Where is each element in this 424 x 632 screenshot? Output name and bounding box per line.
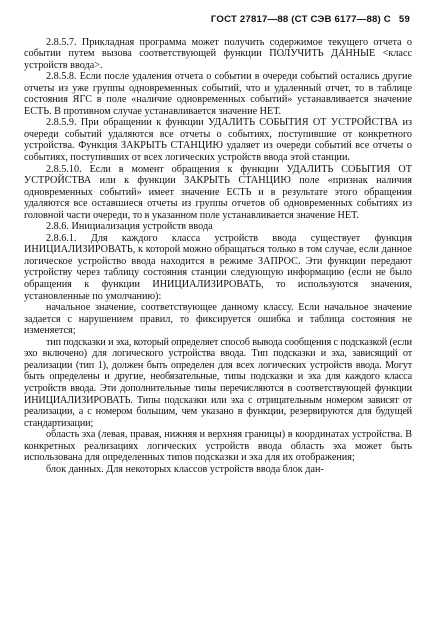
section-heading-2-8-6: 2.8.6. Инициализация устройств ввода [46,221,213,233]
list-item-initial-value: начальное значение, соответствующее данному классу. Если начальное значение задается с нарушением правил, то фиксируется ошибка и таблица состояния не изменяется; [24,302,412,337]
list-item-prompt-echo-type: тип подсказки и эха, который определяет способ вывода сообщения с подсказкой (если эхо включено) для логического устройства ввода. Тип подсказки и эха, зависящий от реализации (тип 1), должен быть определен для всех логических устройств ввода. Могут быть определены и другие, необязательные, типы подсказки и эха для каждого класса устройств ввода. Эти дополнительные типы перечисляются в соответствующей функции ИНИЦИАЛИЗИРОВАТЬ. Типы подсказки или эха с отрицательным номером зависят от реализации, а с номером большим, чем указано в функции, резервируются для будущей стандартизации; [24,336,412,429]
paragraph-2-8-5-9: 2.8.5.9. При обращении к функции УДАЛИТЬ СОБЫТИЯ ОТ УСТРОЙСТВА из очереди событий удаляются все отчеты о событиях, поступившие от конкретного устройства. Функция ЗАКРЫТЬ СТАНЦИЮ удаляет из очереди событий все отчеты о событиях, поступивших от всех логических устройств ввода этой станции. [24,117,412,164]
list-item-echo-area: область эха (левая, правая, нижняя и верхняя границы) в координатах устройства. В конкретных реализациях логических устройств ввода область эха может быть использована для определенных типов подсказки и эха для их отображения; [24,429,412,464]
paragraph-2-8-5-7: 2.8.5.7. Прикладная программа может получить содержимое текущего отчета о событии путем вызова соответствующей функции ПОЛУЧИТЬ ДАННЫЕ <класс устройств ввода>. [24,36,412,71]
standard-designation: ГОСТ 27817—88 (СТ СЭВ 6177—88) С [210,14,391,25]
paragraph-2-8-5-8: 2.8.5.8. Если после удаления отчета о событии в очереди событий остались другие отчеты из уже группы одновременных событий, что и удаленный отчет, то в таблице состояния ЯГС в поле «наличие одновременных событий» устанавливается значение ЕСТЬ. В противном случае устанавливается значение НЕТ. [24,71,412,117]
page-header [24,14,412,26]
paragraph-2-8-6-1: 2.8.6.1. Для каждого класса устройств ввода существует функция ИНИЦИАЛИЗИРОВАТЬ, к которой можно обращаться только в том случае, если данное логическое устройство ввода находится в режиме ЗАПРОС. Эти функции передают устройству через таблицу состояния станции следующую информацию (если не было обращения к функции ИНИЦИАЛИЗИРОВАТЬ, то используются значения, установленные по умолчанию): [24,232,412,302]
paragraph-2-8-5-10: 2.8.5.10. Если в момент обращения к функции УДАЛИТЬ СОБЫТИЯ ОТ УСТРОЙСТВА или к функции ЗАКРЫТЬ СТАНЦИЮ поле «признак наличия одновременных событий» имеет значение ЕСТЬ и в результате этого обращения удаляются все оставшиеся отчеты из группы отчетов об одновременных событиях из головной части очереди, то в указанном поле устанавливается значение НЕТ. [24,163,412,221]
list-item-data-record: блок данных. Для некоторых классов устройств ввода блок дан- [46,463,324,475]
page-number: 59 [398,14,410,25]
